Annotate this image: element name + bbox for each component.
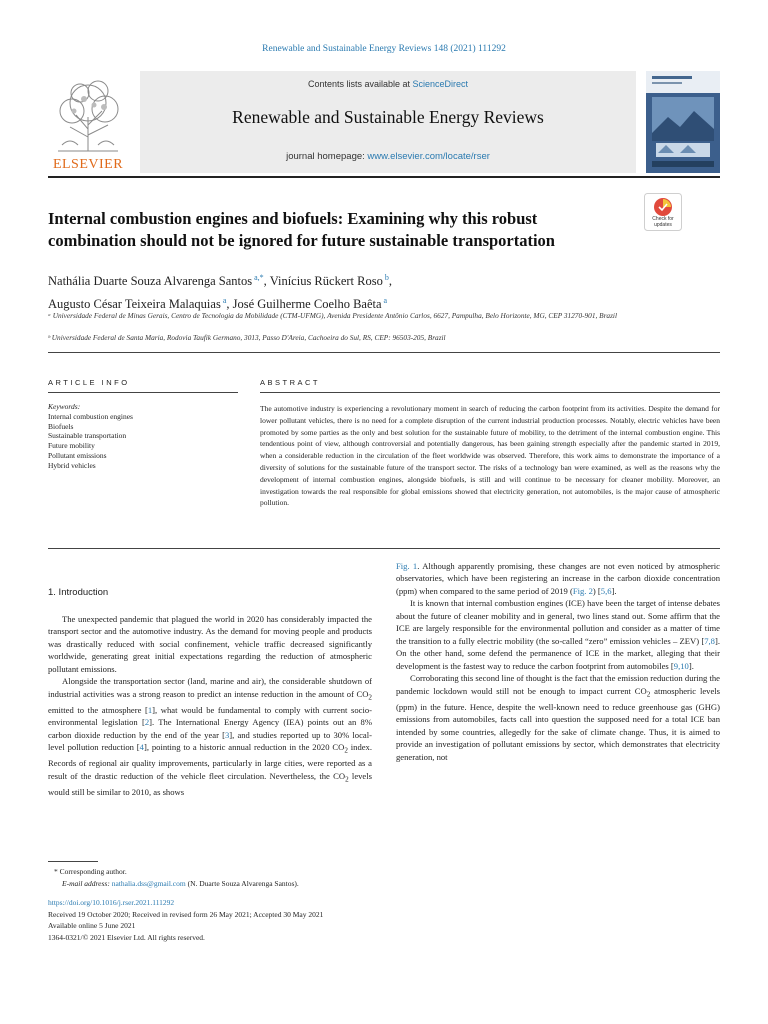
doi-link[interactable]: https://doi.org/10.1016/j.rser.2021.111292	[48, 898, 175, 907]
email-link[interactable]: nathalia.dss@gmail.com	[111, 879, 186, 888]
copyright-line: 1364-0321/© 2021 Elsevier Ltd. All rights reserved.	[48, 932, 205, 942]
author-separator: ,	[263, 274, 270, 289]
abstract-text: The automotive industry is experiencing a revolutionary moment in search of reducing the carbon footprint from its activities. Despite the demand for lower pollutant vehicles, there is no need for a complete disruption of the current industrial production processes. Notably, electric vehicles have been promoted by some parties as the only and best solution for the sustainable future of mobility, to the detriment of the internal combustion engine. This tendentious point of view, although controversial and potentially dangerous, has been gaining strength especially after the pandemic started in 2019, when a considerable reduction in the circulation of the fleet worldwide was observed. Therefore, this work aims to demonstrate the importance of a diversity of solutions for the sustainable future of the transport sector. The risks of a technology ban were examined, as well as the reasons why the development of internal combustion engines, alongside biofuels, is still and will continue to be necessary for cleaner mobility. Moreover, an investigation towards the real responsible for global emissions showed that electricity generation, not automobiles, is the major cause of atmospheric pollution.	[260, 404, 720, 508]
article-info-heading: ARTICLE INFO	[48, 378, 130, 387]
author-affiliation-mark[interactable]: a,*	[252, 273, 264, 282]
contents-prefix: Contents lists available at	[307, 79, 413, 89]
affiliation-a: ᵃ Universidade Federal de Minas Gerais, Centro de Tecnologia da Mobilidade (CTM-UFMG), Avenida Presidente Antônio Carlos, 6627, Pampulha, Belo Horizonte, MG, CEP 31270-901, Brazil	[48, 311, 617, 320]
keyword-item: Internal combustion engines	[48, 411, 133, 421]
keyword-item: Pollutant emissions	[48, 450, 107, 460]
publication-info	[48, 897, 548, 943]
authors-line-1	[48, 268, 688, 291]
ref-link[interactable]: 1	[147, 704, 153, 715]
intro-paragraph-2: Alongside the transportation sector (land, marine and air), the considerable shutdown of industrial activities was a strong reason to predict an intense reduction in the amount of $CO_2$ emitted to the atmosphere [1], what would be fundamental to comply with current socio-environmental legislation [2]. The International Energy Agency (IEA) points out an 8% carbon dioxide reduction by the end of the year [3], and studies reported up to 30% local-level pollution reduction [4], pointing to a historic annual reduction in the 2020 $CO_2$ index. Records of regional air quality improvements, particularly in large cities, were reported as a result of the drastic reduction of the vehicle fleet circulation. Nevertheless, the $CO_2$ levels would still be similar to 2010, as shows	[48, 676, 373, 798]
keyword-item: Biofuels	[48, 421, 74, 431]
article-title-line-1: Internal combustion engines and biofuels: Examining why this robust	[48, 209, 538, 228]
body-left-column	[48, 613, 372, 799]
author-separator: ,	[388, 274, 392, 289]
introduction-heading: 1. Introduction	[48, 587, 109, 598]
article-title	[48, 208, 618, 252]
contents-line	[140, 79, 636, 89]
journal-citation-link[interactable]: Renewable and Sustainable Energy Reviews 148 (2021) 111292	[262, 44, 506, 54]
ref-link[interactable]: 4	[139, 742, 144, 753]
author-separator: ,	[226, 297, 233, 312]
abstract-heading: ABSTRACT	[260, 378, 321, 387]
author-affiliation-mark[interactable]: a	[381, 296, 388, 306]
right-paragraph-3: Corroborating this second line of thought is the fact that the emission reduction during the pandemic lockdown would still not be enough to impact current $CO_2$ atmospheric levels (ppm) in the future. Hence, despite the well-known need to reduce greenhouse gas (GHG) emissions from automobiles, facts call into question the supposed need for a total ICE ban intended by some countries, allegedly for the sake of climate change. Thus, it is aimed to provide an investigation of pollutant emissions by sector, which demonstrates that electricity generation, not	[396, 673, 721, 762]
homepage-line	[140, 151, 636, 162]
journal-title: Renewable and Sustainable Energy Reviews	[232, 107, 544, 127]
corresponding-author-note: * Corresponding author.	[54, 867, 127, 876]
check-for-updates-button[interactable]	[644, 193, 682, 231]
sciencedirect-link[interactable]: ScienceDirect	[412, 79, 469, 89]
keyword-item: Hybrid vehicles	[48, 460, 96, 470]
header-rule	[48, 176, 720, 178]
journal-info-box	[140, 71, 636, 173]
ref-link[interactable]: 5,6	[600, 585, 612, 596]
ref-link[interactable]: 7,8	[704, 635, 715, 646]
homepage-prefix: journal homepage:	[286, 151, 368, 162]
ref-link[interactable]: 3	[224, 729, 230, 740]
right-paragraph-1: Fig. 1. Although apparently promising, these changes are not even noticed by atmospheric observatories, which have been registering an increase in the carbon dioxide concentration (ppm) when compared to the same period of 2019 (Fig. 2) [5,6].	[396, 561, 720, 596]
affiliation-rule	[48, 352, 720, 353]
email-note: E-mail address: nathalia.dss@gmail.com (N. Duarte Souza Alvarenga Santos).	[62, 879, 299, 888]
author-affiliation-mark[interactable]: b	[382, 273, 389, 282]
ref-link[interactable]: 9,10	[673, 660, 689, 671]
footnote-rule	[48, 861, 98, 862]
author-name[interactable]: Nathália Duarte Souza Alvarenga Santos	[48, 274, 253, 289]
affiliation-b: ᵇ Universidade Federal de Santa Maria, Rodovia Taufik Germano, 3013, Passo D'Areia, Cachoeira do Sul, RS, CEP: 96503-205, Brazil	[48, 333, 446, 342]
abstract-rule	[260, 392, 720, 393]
authors-block	[48, 268, 688, 314]
intro-paragraph-1: The unexpected pandemic that plagued the world in 2020 has considerably impacted the transport sector and the automotive industry. As the demand for moving people and products was drastically reduced with social confinement, vehicle traffic decreased significantly worldwide, generating great initial expectations regarding the reduction of atmospheric pollutant emissions.	[48, 614, 372, 674]
figure-link[interactable]: Fig. 2	[572, 585, 593, 596]
abstract-bottom-rule	[48, 548, 720, 549]
body-right-column	[396, 560, 720, 763]
received-dates: Received 19 October 2020; Received in revised form 26 May 2021; Accepted 30 May 2021	[48, 909, 324, 919]
journal-cover-image[interactable]	[646, 71, 720, 173]
elsevier-logo-text: ELSEVIER	[52, 157, 124, 172]
right-paragraph-2: It is known that internal combustion engines (ICE) have been the target of intense debates about the future of cleaner mobility and in general, two lines stand out. Some affirm that the ICE are largely responsible for the environmental pollution and consider as a matter of time the transition to a fully electric mobility (the so-called “zero” emission vehicles – ZEV) [7,8]. On the other hand, some defend the permanence of ICE in the market, alleging that their development is the fastest way to reduce the carbon footprint from automobiles [9,10].	[396, 598, 720, 671]
author-name[interactable]: Augusto César Teixeira Malaquias	[48, 297, 221, 312]
keyword-item: Sustainable transportation	[48, 431, 127, 441]
article-info-rule	[48, 392, 238, 393]
elsevier-tree-logo	[48, 77, 128, 172]
check-for-updates-label: Check for updates	[652, 216, 674, 228]
figure-link[interactable]: Fig. 1	[396, 561, 418, 571]
journal-homepage-link[interactable]: www.elsevier.com/locate/rser	[367, 151, 490, 162]
ref-link[interactable]: 2	[144, 717, 150, 728]
available-online: Available online 5 June 2021	[48, 921, 136, 930]
keyword-item: Future mobility	[48, 441, 95, 451]
keywords-heading: Keywords:	[48, 402, 81, 411]
author-name[interactable]: Vinícius Rückert Roso	[269, 274, 383, 289]
keywords-block	[48, 402, 238, 471]
footnotes	[48, 866, 448, 890]
article-title-line-2: combination should not be ignored for future sustainable transportation	[48, 231, 555, 250]
author-affiliation-mark[interactable]: a	[220, 296, 227, 306]
author-name[interactable]: José Guilherme Coelho Baêta	[232, 297, 382, 312]
journal-banner	[48, 71, 720, 173]
